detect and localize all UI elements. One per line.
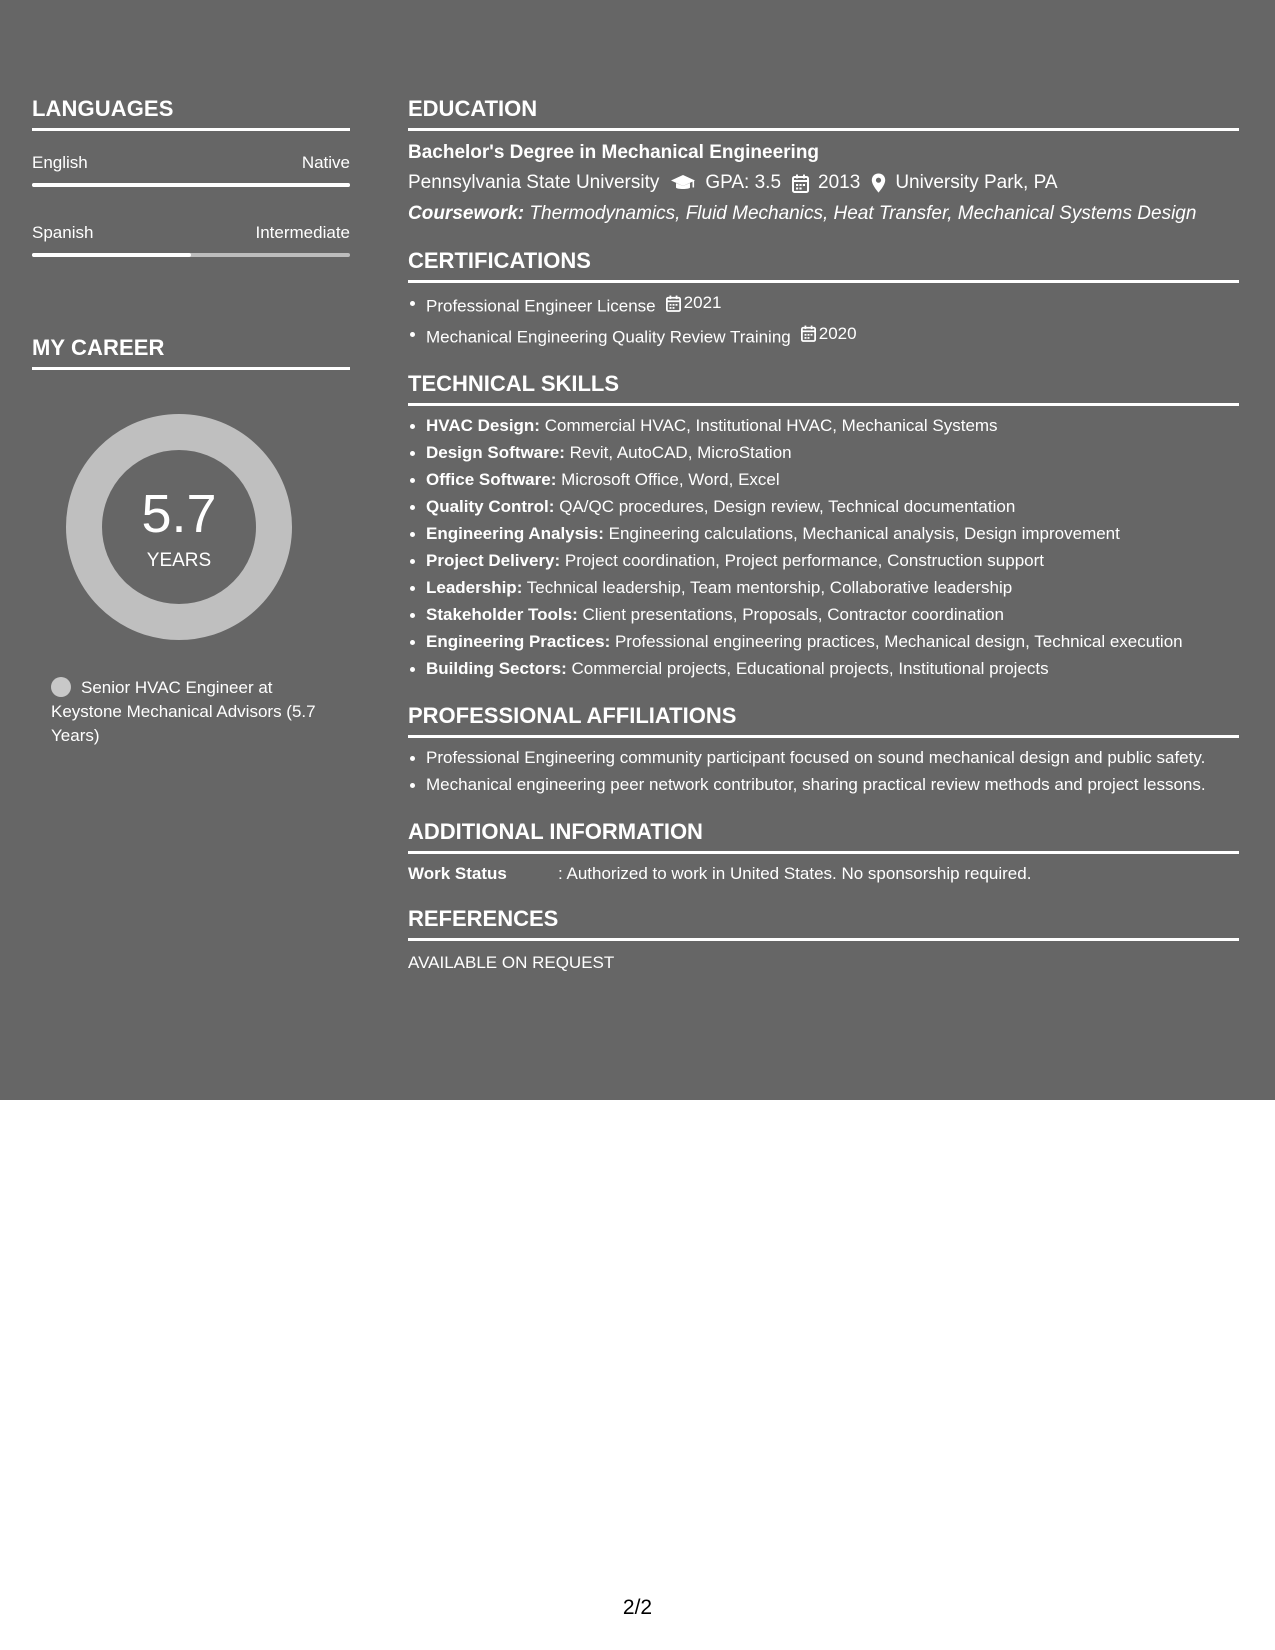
- skill-item: [408, 522, 1239, 546]
- affiliation-item: Mechanical engineering peer network contributor, sharing practical review methods and project lessons.: [408, 773, 1239, 797]
- certifications-title: CERTIFICATIONS: [408, 248, 591, 273]
- education-meta: [408, 170, 1239, 196]
- career-years-value: 5.7: [141, 484, 217, 544]
- skill-label: Building Sectors:: [426, 659, 567, 678]
- language-proficiency-fill: [32, 183, 350, 187]
- certifications-rule: [408, 280, 1239, 283]
- skill-label: Design Software:: [426, 443, 565, 462]
- certification-year: 2021: [683, 293, 722, 312]
- certification-item: [408, 322, 1239, 350]
- language-proficiency-bar: [32, 183, 350, 187]
- language-item: [32, 223, 350, 257]
- certification-item: [408, 291, 1239, 319]
- skills-title: TECHNICAL SKILLS: [408, 371, 620, 396]
- right-column: [408, 96, 1239, 973]
- certification-year: 2020: [818, 323, 857, 343]
- skill-value: Commercial projects, Educational projects, Institutional projects: [571, 659, 1049, 678]
- language-name: Spanish: [32, 223, 94, 242]
- skill-value: Revit, AutoCAD, MicroStation: [569, 443, 792, 462]
- career-entry: [51, 676, 331, 748]
- skill-value: Professional engineering practices, Mechanical design, Technical execution: [614, 632, 1183, 651]
- education-location: University Park, PA: [895, 172, 1058, 193]
- work-status-row: [408, 864, 1239, 884]
- language-proficiency-fill: [32, 253, 191, 257]
- skill-item: [408, 414, 1239, 438]
- education-school: Pennsylvania State University: [408, 172, 660, 193]
- career-rule: [32, 367, 350, 370]
- career-entry-text: Senior HVAC Engineer at Keystone Mechanical Advisors (5.7 Years): [51, 678, 316, 745]
- skills-rule: [408, 403, 1239, 406]
- work-status-label: Work Status: [408, 864, 507, 883]
- certification-name: Mechanical Engineering Quality Review Training: [426, 327, 791, 346]
- skill-value: Commercial HVAC, Institutional HVAC, Mechanical Systems: [544, 416, 998, 435]
- work-status-value: : Authorized to work in United States. No sponsorship required.: [558, 864, 1032, 883]
- languages-title: LANGUAGES: [32, 96, 174, 121]
- skill-label: Leadership:: [426, 578, 523, 597]
- skill-value: QA/QC procedures, Design review, Technical documentation: [559, 497, 1016, 516]
- skill-value: Engineering calculations, Mechanical analysis, Design improvement: [608, 524, 1120, 543]
- skill-item: [408, 630, 1239, 654]
- career-years-donut: [66, 414, 292, 640]
- language-item: [32, 153, 350, 187]
- education-coursework: [408, 201, 1239, 226]
- calendar-icon: [801, 325, 816, 342]
- calendar-icon: [666, 295, 681, 312]
- skill-label: Engineering Analysis:: [426, 524, 604, 543]
- skill-item: [408, 495, 1239, 519]
- education-year: 2013: [818, 172, 861, 193]
- education-rule: [408, 128, 1239, 131]
- skill-label: HVAC Design:: [426, 416, 540, 435]
- skill-item: [408, 657, 1239, 681]
- language-proficiency-bar: [32, 253, 350, 257]
- additional-title: ADDITIONAL INFORMATION: [408, 819, 703, 844]
- education-gpa: GPA: 3.5: [705, 172, 782, 193]
- skill-item: [408, 549, 1239, 573]
- skill-label: Office Software:: [426, 470, 557, 489]
- career-title: MY CAREER: [32, 335, 165, 360]
- affiliations-list: [408, 746, 1239, 797]
- education-degree: Bachelor's Degree in Mechanical Engineering: [408, 142, 820, 163]
- skill-label: Project Delivery:: [426, 551, 561, 570]
- language-level: Intermediate: [255, 223, 350, 242]
- career-years-label: YEARS: [146, 550, 212, 571]
- page-number: 2/2: [622, 1596, 653, 1619]
- skill-value: Technical leadership, Team mentorship, Collaborative leadership: [526, 578, 1013, 597]
- skill-item: [408, 603, 1239, 627]
- map-pin-icon: [871, 173, 886, 193]
- career-dot-icon: [51, 677, 71, 697]
- affiliation-item: Professional Engineering community participant focused on sound mechanical design and public safety.: [408, 746, 1239, 770]
- calendar-icon: [792, 174, 809, 193]
- language-level: Native: [301, 153, 350, 172]
- graduation-cap-icon: [670, 174, 696, 192]
- references-title: REFERENCES: [408, 906, 559, 931]
- skill-item: [408, 441, 1239, 465]
- skill-value: Project coordination, Project performance, Construction support: [564, 551, 1044, 570]
- affiliations-rule: [408, 735, 1239, 738]
- references-text: AVAILABLE ON REQUEST: [408, 953, 615, 972]
- skill-item: [408, 468, 1239, 492]
- coursework-label: Coursework:: [408, 203, 525, 224]
- skill-label: Engineering Practices:: [426, 632, 611, 651]
- skill-value: Microsoft Office, Word, Excel: [561, 470, 780, 489]
- certifications-list: [408, 291, 1239, 349]
- coursework-list: Thermodynamics, Fluid Mechanics, Heat Transfer, Mechanical Systems Design: [529, 203, 1197, 224]
- skill-value: Client presentations, Proposals, Contractor coordination: [582, 605, 1004, 624]
- skill-item: [408, 576, 1239, 600]
- certification-name: Professional Engineer License: [426, 296, 656, 316]
- skill-label: Stakeholder Tools:: [426, 605, 578, 624]
- additional-rule: [408, 851, 1239, 854]
- languages-rule: [32, 128, 350, 131]
- references-rule: [408, 938, 1239, 941]
- affiliations-title: PROFESSIONAL AFFILIATIONS: [408, 703, 737, 728]
- skills-list: [408, 414, 1239, 681]
- skill-label: Quality Control:: [426, 497, 555, 516]
- left-column: [32, 96, 350, 748]
- language-name: English: [32, 153, 88, 172]
- education-title: EDUCATION: [408, 96, 538, 121]
